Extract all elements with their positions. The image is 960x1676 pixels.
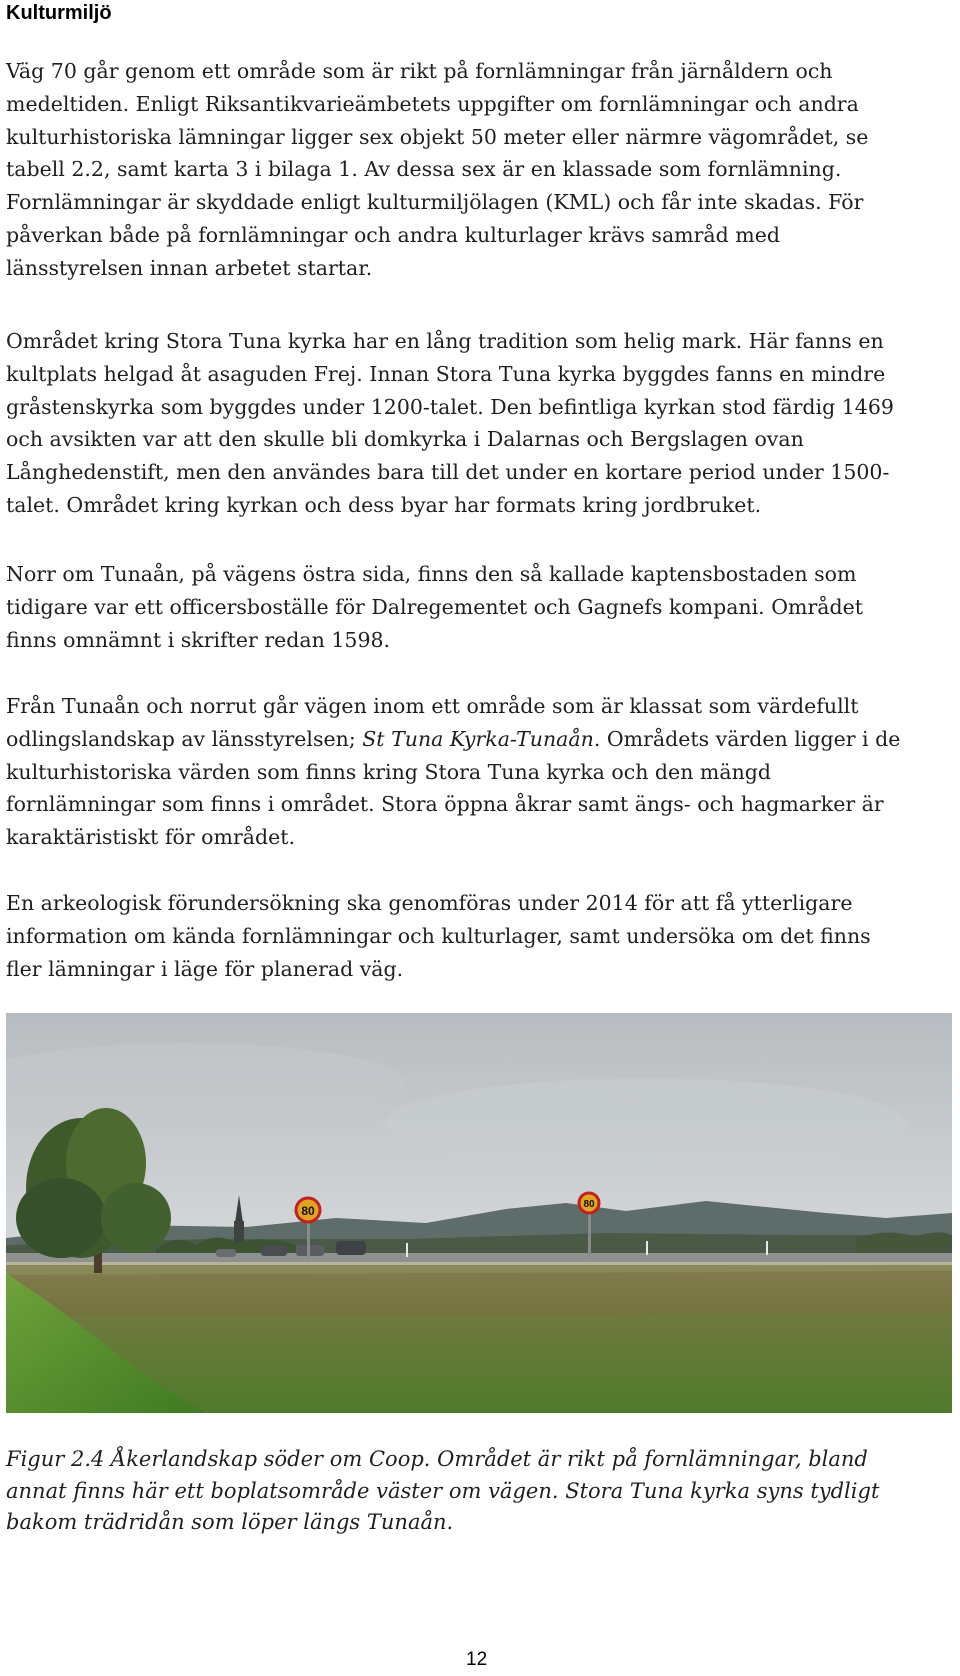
page-number: 12	[466, 1649, 488, 1670]
paragraph-kaptensbostaden: Norr om Tunaån, på vägens östra sida, finns den så kallade kaptensbostaden som tidigare var ett officersboställe för Dalregementet och Gagnefs kompani. Området finns omnämnt i skrifter redan 1598.	[6, 562, 863, 652]
section-heading: Kulturmiljö	[6, 2, 112, 24]
speed-sign-right-text: 80	[583, 1199, 595, 1210]
paragraph-odlingslandskap	[6, 690, 906, 854]
speed-sign-left-text: 80	[301, 1204, 315, 1218]
place-name-italic: St Tuna Kyrka-Tunaån	[362, 726, 594, 751]
paragraph-text: . Områdets värden ligger i de kulturhistoriska värden som finns kring Stora Tuna kyrka och den mängd fornlämningar som finns i området. Stora öppna åkrar samt ängs- och hagmarker är karaktäristiskt för området.	[6, 726, 901, 850]
figure-caption: Figur 2.4 Åkerlandskap söder om Coop. Området är rikt på fornlämningar, bland annat finns här ett boplatsområde väster om vägen. Stora Tuna kyrka syns tydligt bakom trädridån som löper längs Tunaån.	[6, 1447, 880, 1534]
paragraph-stora-tuna-kyrka: Området kring Stora Tuna kyrka har en lång tradition som helig mark. Här fanns en kultplats helgad åt asaguden Frej. Innan Stora Tuna kyrka byggdes fanns en mindre gråstenskyrka som byggdes under 1200-talet. Den befintliga kyrkan stod färdig 1469 och avsikten var att den skulle bli domkyrka i Dalarnas och Bergslagen ovan Långhedenstift, men den användes bara till det under en kortare period under 1500-talet. Området kring kyrkan och dess byar har formats kring jordbruket.	[6, 329, 894, 517]
paragraph-text: Från Tunaån och norrut går vägen inom ett område som är klassat som värdefullt odlingslandskap av länsstyrelsen;	[6, 694, 859, 751]
paragraph-forundersokning: En arkeologisk förundersökning ska genomföras under 2014 för att få ytterligare information om kända fornlämningar och kulturlager, samt undersöka om det finns fler lämningar i läge för planerad väg.	[6, 891, 871, 981]
paragraph-fornlamningar: Väg 70 går genom ett område som är rikt på fornlämningar från järnåldern och medeltiden. Enligt Riksantikvarieämbetets uppgifter om fornlämningar och andra kulturhistoriska lämningar ligger sex objekt 50 meter eller närmre vägområdet, se tabell 2.2, samt karta 3 i bilaga 1. Av dessa sex är en klassade som fornlämning. Fornlämningar är skyddade enligt kulturmiljölagen (KML) och får inte skadas. För påverkan både på fornlämningar och andra kulturlager krävs samråd med länsstyrelsen innan arbetet startar.	[6, 59, 869, 280]
landscape-photo	[6, 1013, 952, 1413]
